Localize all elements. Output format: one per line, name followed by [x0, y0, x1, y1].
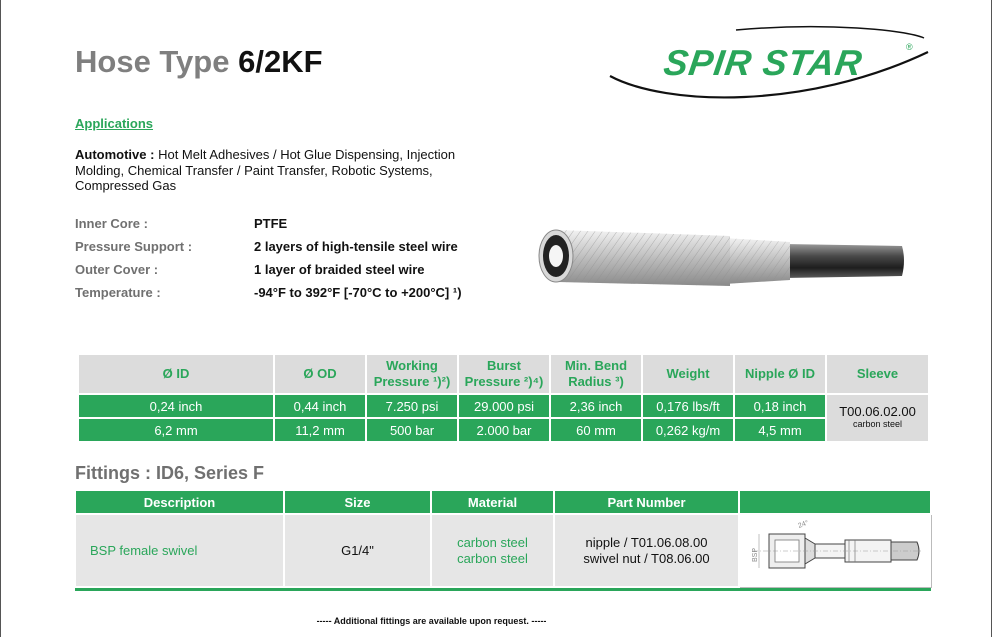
table-cell: 0,176 lbs/ft [642, 394, 734, 418]
header-nipple-id: Nipple Ø ID [734, 354, 826, 394]
table-cell: 0,262 kg/m [642, 418, 734, 442]
spec-value-temperature: -94°F to 392°F [-70°C to +200°C] ¹) [254, 285, 462, 300]
spec-label-outer-cover: Outer Cover : [75, 262, 159, 277]
fittings-header-row [75, 490, 931, 514]
fitting-part-1: nipple / T01.06.08.00 [585, 534, 708, 550]
header-id: Ø ID [78, 354, 274, 394]
applications-text [75, 147, 465, 194]
fittings-row [75, 514, 931, 587]
header-weight: Weight [642, 354, 734, 394]
table-cell: 4,5 mm [734, 418, 826, 442]
page-border-left [0, 0, 1, 637]
table-cell: 60 mm [550, 418, 642, 442]
title-code: 6/2KF [238, 44, 323, 79]
spec-value-inner-core: PTFE [254, 216, 288, 231]
specifications-table [77, 353, 930, 443]
drawing-bsp-label: BSP [752, 547, 760, 562]
table-cell: 500 bar [366, 418, 458, 442]
fitting-material-2: carbon steel [457, 550, 528, 566]
applications-body: Hot Melt Adhesives / Hot Glue Dispensing, Injection Molding, Chemical Transfer / Paint Transfer, Robotic Systems, Compressed Gas [75, 147, 456, 193]
spec-label-temperature: Temperature : [75, 285, 161, 300]
fitting-size: G1/4" [284, 514, 431, 587]
fitting-description: BSP female swivel [75, 514, 284, 587]
spec-value-pressure-support: 2 layers of high-tensile steel wire [254, 239, 458, 254]
table-cell: 0,18 inch [734, 394, 826, 418]
table-row-imperial [78, 394, 929, 418]
page-border-right [991, 0, 992, 637]
footer-note [0, 616, 993, 626]
table-cell: 29.000 psi [458, 394, 550, 418]
header-bend-radius: Min. Bend Radius ³) [550, 354, 642, 394]
sleeve-cell [826, 394, 929, 442]
header-size: Size [284, 490, 431, 514]
fittings-bottom-bar [75, 587, 931, 591]
table-cell: 6,2 mm [78, 418, 274, 442]
spec-value-outer-cover: 1 layer of braided steel wire [254, 262, 425, 277]
table-row-metric [78, 418, 929, 442]
applications-title: Applications [75, 116, 154, 131]
fitting-part-number [554, 514, 739, 587]
table-cell: 0,24 inch [78, 394, 274, 418]
drawing-angle-label: 24° [797, 519, 810, 530]
fittings-title: Fittings : ID6, Series F [75, 463, 265, 483]
hose-image [534, 224, 906, 286]
spirstar-logo [606, 24, 936, 104]
header-part-number: Part Number [554, 490, 739, 514]
header-working-pressure: Working Pressure ¹)²) [366, 354, 458, 394]
table-cell: 2.000 bar [458, 418, 550, 442]
fittings-table [74, 489, 932, 591]
table-cell: 2,36 inch [550, 394, 642, 418]
sleeve-part-number: T00.06.02.00 [839, 404, 916, 419]
header-material: Material [431, 490, 554, 514]
page-title [75, 44, 323, 80]
spec-label-pressure-support: Pressure Support : [75, 239, 193, 254]
spec-label-inner-core: Inner Core : [75, 216, 148, 231]
applications-label: Automotive : [75, 147, 155, 162]
fitting-drawing [739, 514, 931, 587]
header-description: Description [75, 490, 284, 514]
fitting-material-1: carbon steel [457, 534, 528, 550]
sleeve-material: carbon steel [852, 419, 903, 429]
table-cell: 7.250 psi [366, 394, 458, 418]
header-od: Ø OD [274, 354, 366, 394]
header-sleeve: Sleeve [826, 354, 929, 394]
logo-text: SPIR STAR [661, 42, 866, 83]
footer-text: ----- Additional fittings are available upon request. ----- [316, 616, 547, 626]
fitting-material [431, 514, 554, 587]
header-drawing [739, 490, 931, 514]
title-prefix: Hose Type [75, 44, 230, 79]
fitting-technical-drawing [745, 516, 925, 582]
logo-registered-mark: ® [906, 42, 913, 52]
table-header-row [78, 354, 929, 394]
table-cell: 0,44 inch [274, 394, 366, 418]
header-burst-pressure: Burst Pressure ²)⁴) [458, 354, 550, 394]
table-cell: 11,2 mm [274, 418, 366, 442]
fitting-part-2: swivel nut / T08.06.00 [583, 550, 710, 566]
